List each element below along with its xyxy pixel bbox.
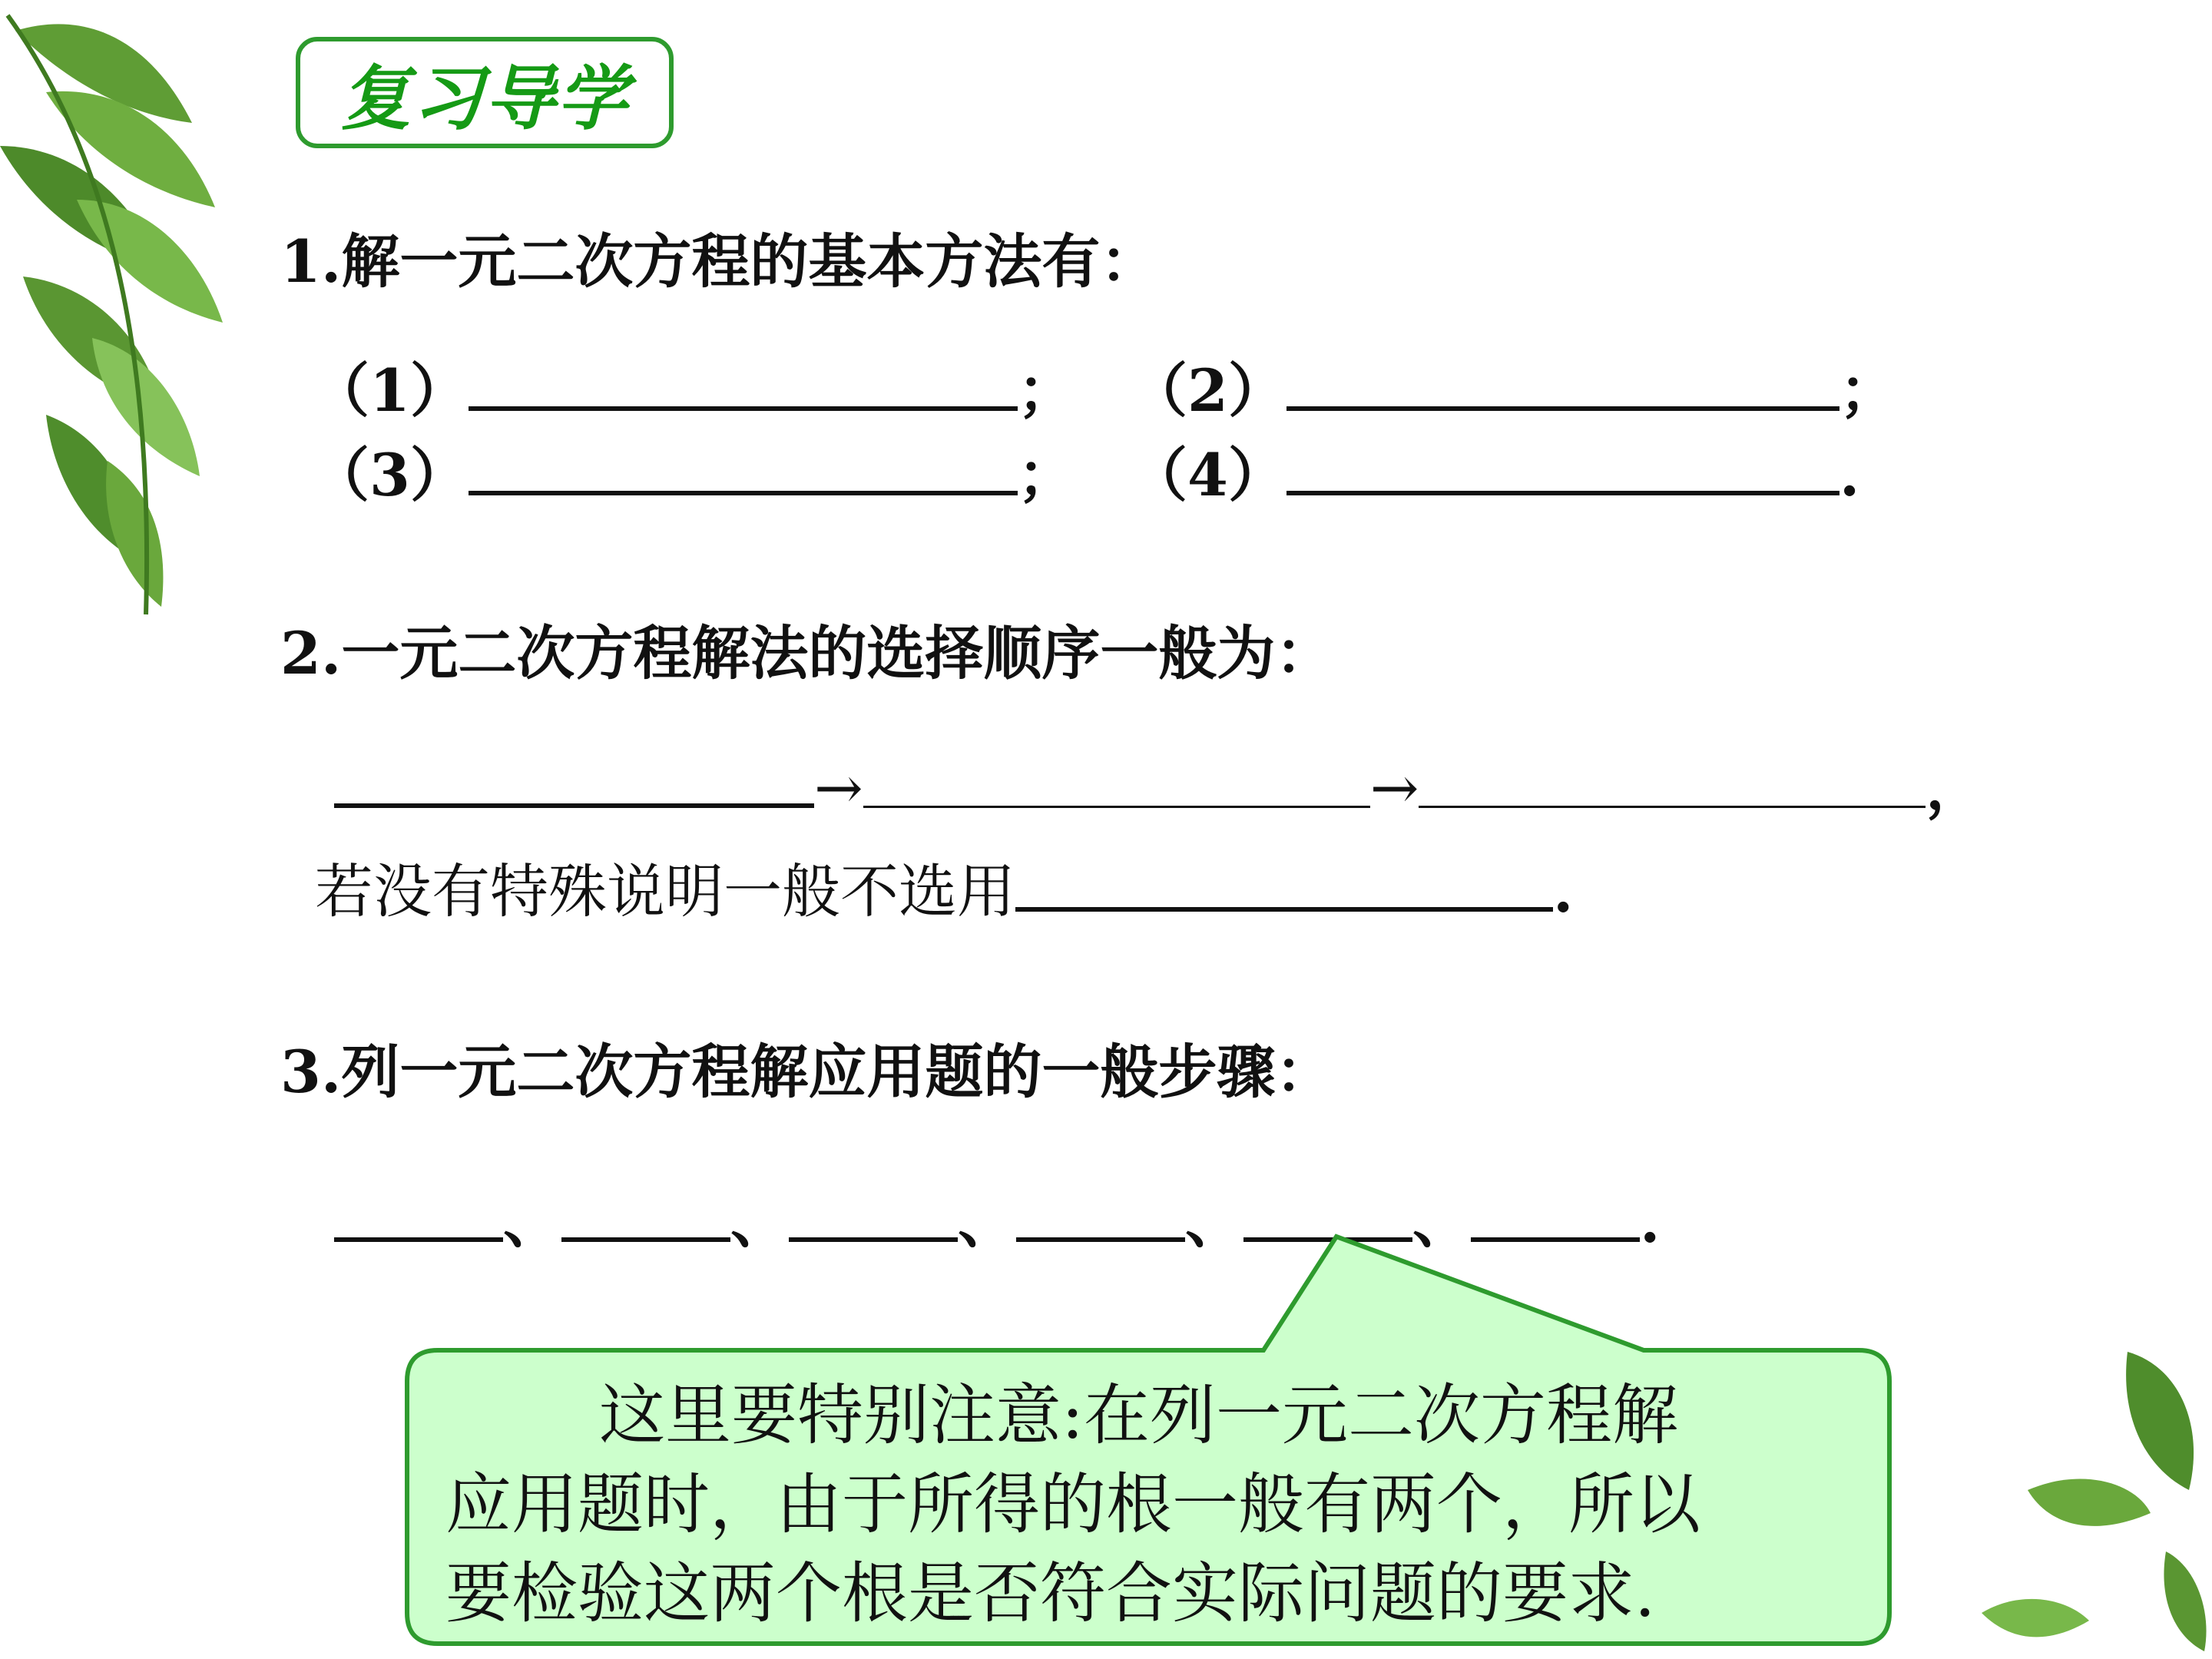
q2-blank-3[interactable]: [1419, 798, 1926, 808]
q2-order-line: [334, 741, 1984, 825]
q1-blank-1[interactable]: [469, 399, 1018, 411]
q3-sep: 、: [1412, 1187, 1471, 1256]
callout-line-3: 要检验这两个根是否符合实际问题的要求.: [445, 1555, 1656, 1632]
q1-blank-3[interactable]: [469, 483, 1018, 495]
q1-item-3-end: ；: [1017, 441, 1076, 509]
q2-arrow-2: →: [1369, 753, 1419, 822]
q1-item-1: [311, 344, 1076, 428]
q3-sep: 、: [958, 1187, 1016, 1256]
callout-line-1-text: 这里要特别注意:在列一元二次方程解: [599, 1377, 1678, 1454]
q2-blank-1[interactable]: [334, 796, 814, 808]
q1-item-4-label: （4）: [1129, 441, 1286, 509]
q3-end: .: [1640, 1187, 1661, 1256]
q1-item-2-end: ；: [1839, 356, 1898, 425]
q3-title: 3.列一元二次方程解应用题的一般步骤：: [280, 1038, 1334, 1106]
q2-blank-2[interactable]: [863, 798, 1370, 808]
q1-blank-4[interactable]: [1286, 483, 1839, 495]
q2-arrow-1: →: [814, 753, 863, 822]
q2-blank-4[interactable]: [1015, 899, 1553, 912]
q2-comma: ，: [1926, 753, 1985, 822]
section-badge: [296, 37, 674, 148]
callout-line-1: [445, 1371, 1897, 1460]
q3-sep: 、: [503, 1187, 561, 1256]
badge-label: 复习导学: [339, 57, 629, 140]
q3-sep: 、: [730, 1187, 789, 1256]
q1-item-2: [1129, 344, 1898, 428]
q2-note-line: [315, 845, 1573, 929]
leaf-decoration-top-left: [0, 0, 323, 630]
leaf-decoration-bottom-right: [1936, 1336, 2212, 1659]
q1-item-3: [311, 429, 1076, 512]
q1-item-1-end: ；: [1017, 356, 1076, 425]
q1-item-1-label: （1）: [311, 356, 469, 425]
q1-item-3-label: （3）: [311, 441, 469, 509]
q1-blank-2[interactable]: [1286, 399, 1839, 411]
q3-sep: 、: [1185, 1187, 1243, 1256]
callout-text: [445, 1371, 1897, 1638]
q2-note-end: .: [1553, 857, 1574, 926]
q1-item-4-end: .: [1839, 441, 1860, 509]
q1-item-4: [1129, 429, 1859, 512]
q1-item-2-label: （2）: [1129, 356, 1286, 425]
q2-title: 2.一元二次方程解法的选择顺序一般为：: [280, 619, 1334, 687]
q2-note: 若没有特殊说明一般不选用: [315, 857, 1015, 926]
callout-line-2: 应用题时，由于所得的根一般有两个，所以: [445, 1466, 1700, 1543]
q1-title: 1.解一元二次方程的基本方法有：: [280, 227, 1159, 296]
